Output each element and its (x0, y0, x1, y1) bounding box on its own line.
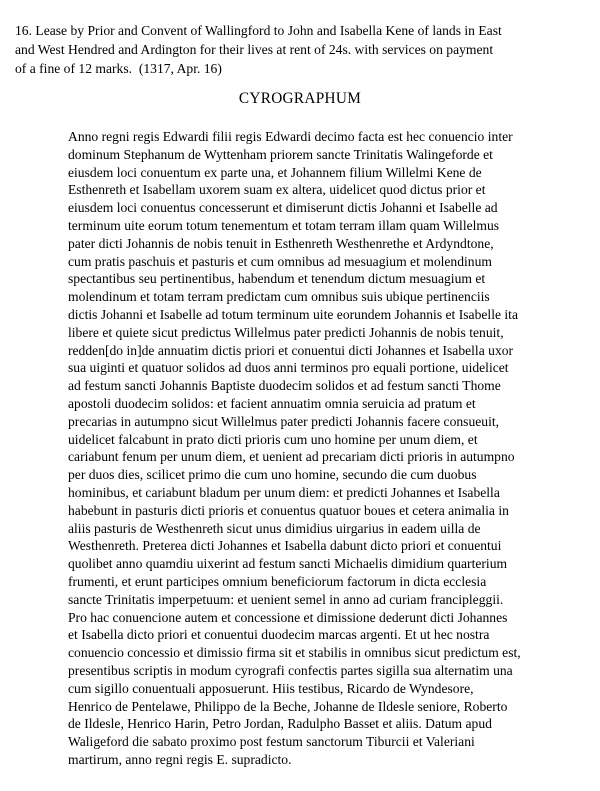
text-line: of a fine of 12 marks. (1317, Apr. 16) (15, 61, 222, 76)
text-line: martirum, anno regni regis E. supradicto. (68, 751, 292, 767)
text-line: hominibus, et cariabunt bladum per unum diem: et predicti Johannes et Isabella (68, 484, 500, 500)
text-line: dominum Stephanum de Wyttenham priorem sancte Trinitatis Walingeforde et (68, 146, 493, 162)
text-line: Esthenreth et Isabellam uxorem suam ex altera, uidelicet quod dictus prior et (68, 182, 486, 198)
text-line: de Ildesle, Henrico Harin, Petro Jordan, Radulpho Basset et aliis. Datum apud (68, 716, 492, 732)
text-line: Anno regni regis Edwardi filii regis Edwardi decimo facta est hec conuencio inter (68, 129, 513, 144)
text-line: terminum uite eorum totum tenementum et totam terram illam quam Willelmus (68, 217, 500, 233)
text-line: dictis Johanni et Isabelle ad totum terminum uite eorundem Johannis et Isabelle ita (68, 306, 518, 322)
document-title: CYROGRAPHUM (238, 90, 362, 107)
text-line: precarias in autumpno sicut Willelmus pater predicti Johannis facere consueuit, (68, 413, 500, 429)
text-line: eiusdem loci conuentum ex parte una, et Johannem filium Willelmi Kene de (68, 164, 482, 180)
text-line: habebunt in pasturis dicti prioris et conuentus quatuor boues et cetera animalia in (68, 502, 509, 518)
text-line: cariabunt fenum per unum diem, et uenient ad precariam dicti prioris in autumpno (68, 449, 515, 465)
text-line: pater dicti Johannis de nobis tenuit in Esthenreth Westhenrethe et Ardyndtone, (68, 235, 494, 251)
text-line: presentibus scriptis in modum cyrografi confectis partes sigilla sua alternatim una (68, 662, 513, 678)
text-line: cum pratis paschuis et pasturis et cum omnibus ad mesuagium et molendinum (68, 253, 492, 269)
text-line: aliis pasturis de Westhenreth sicut unus dimidius uirgarius in eadem uilla de (68, 520, 481, 536)
text-line: Westhenreth. Preterea dicti Johannes et Isabella dabunt dicto priori et conuentui (68, 538, 502, 554)
text-line: Henrico de Pentelawe, Philippo de la Beche, Johanne de Ildesle seniore, Roberto (68, 698, 508, 714)
text-line: conuencio concessio et dimissio firma sit et stabilis in omnibus sicut predictum est, (68, 645, 521, 661)
text-line: 16. Lease by Prior and Convent of Wallingford to John and Isabella Kene of lands in East (15, 23, 502, 38)
text-line: molendinum et totam terram predictam cum omnibus suis ubique pertinenciis (68, 289, 490, 305)
text-line: uidelicet falcabunt in prato dicti prioris cum uno homine per unum diem, et (68, 431, 478, 447)
text-line: frumenti, et erunt participes omnium beneficiorum factorum in dicta ecclesia (68, 573, 487, 589)
text-line: eiusdem loci conuentus concesserunt et dimiserunt dictis Johanni et Isabelle ad (68, 200, 498, 216)
text-line: Pro hac conuencione autem et concessione et dimissione dederunt dicti Johannes (68, 609, 508, 625)
text-line: quolibet anno quamdiu uixerint ad festum sancti Michaelis dimidium quarterium (68, 556, 508, 572)
headnote-abstract (15, 21, 593, 78)
text-line: spectantibus seu pertinentibus, habendum et tenendum dictum mesuagium et (68, 271, 486, 287)
text-line: sancte Trinitatis imperpetuum: et uenient semel in anno ad curiam francipleggii. (68, 591, 504, 607)
text-line: cum sigillo conuentuali apposuerunt. Hiis testibus, Ricardo de Wyndesore, (68, 680, 474, 696)
text-line: ad festum sancti Johannis Baptiste duodecim solidos et ad festum sancti Thome (68, 378, 501, 394)
text-line: libere et quiete sicut predictus Willelmus pater predicti Johannis de nobis tenuit, (68, 324, 504, 340)
text-line: and West Hendred and Ardington for their lives at rent of 24s. with services on payment (15, 42, 494, 57)
text-line: per duos dies, scilicet primo die cum uno homine, secundo die cum duobus (68, 467, 477, 483)
text-line: et Isabella dicto priori et conuentui duodecim marcas argenti. Et ut hec nostra (68, 627, 490, 643)
charter-text (68, 128, 593, 769)
text-line: redden[do in]de annuatim dictis priori et conuentui dicti Johannes et Isabella uxor (68, 342, 514, 358)
text-line: sua uiginti et quatuor solidos ad duos anni terminos pro equali portione, uidelicet (68, 360, 509, 376)
text-line: apostoli duodecim solidos: et facient annuatim omnia seruicia ad pratum et (68, 395, 476, 411)
text-line: Waligeford die sabato proximo post festum sanctorum Tiburcii et Valeriani (68, 734, 475, 750)
